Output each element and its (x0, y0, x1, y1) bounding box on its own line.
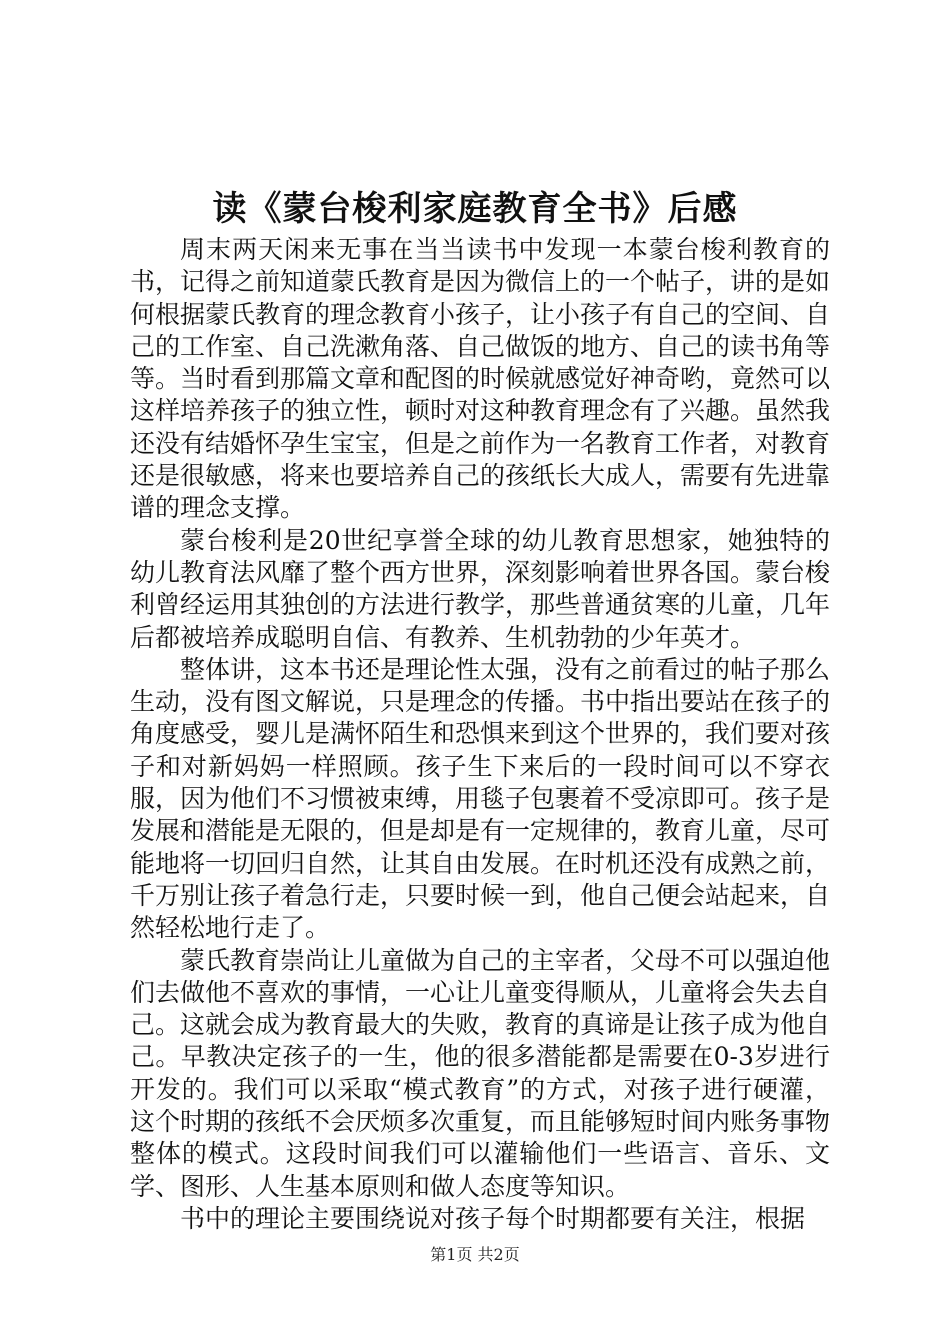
document-title: 读《蒙台梭利家庭教育全书》后感 (212, 189, 738, 229)
paragraph: 蒙氏教育崇尚让儿童做为自己的主宰者，父母不可以强迫他们去做他不喜欢的事情，一心让儿童变得顺从，儿童将会失去自己。这就会成为教育最大的失败，教育的真谛是让孩子成为他自己。早教决定孩子的一生，他的很多潜能都是需要在0-3岁进行开发的。我们可以采取“模式教育”的方式，对孩子进行硬灌，这个时期的孩纸不会厌烦多次重复，而且能够短时间内账务事物整体的模式。这段时间我们可以灌输他们一些语言、音乐、文学、图形、人生基本原则和做人态度等知识。 (130, 945, 831, 1201)
document-body (130, 234, 830, 1235)
paragraph: 整体讲，这本书还是理论性太强，没有之前看过的帖子那么生动，没有图文解说，只是理念的传播。书中指出要站在孩子的角度感受，婴儿是满怀陌生和恐惧来到这个世界的，我们要对孩子和对新妈妈一样照顾。孩子生下来后的一段时间可以不穿衣服，因为他们不习惯被束缚，用毯子包裹着不受凉即可。孩子是发展和潜能是无限的，但是却是有一定规律的，教育儿童，尽可能地将一切回归自然，让其自由发展。在时机还没有成熟之前，千万别让孩子着急行走，只要时候一到，他自己便会站起来，自然轻松地行走了。 (130, 654, 831, 943)
page-footer: 第1页 共2页 (430, 1245, 520, 1264)
paragraph: 书中的理论主要围绕说对孩子每个时期都要有关注，根据 (180, 1203, 806, 1233)
paragraph: 周末两天闲来无事在当当读书中发现一本蒙台梭利教育的书，记得之前知道蒙氏教育是因为微信上的一个帖子，讲的是如何根据蒙氏教育的理念教育小孩子，让小孩子有自己的空间、自己的工作室、自己洗漱角落、自己做饭的地方、自己的读书角等等。当时看到那篇文章和配图的时候就感觉好神奇哟，竟然可以这样培养孩子的独立性，顿时对这种教育理念有了兴趣。虽然我还没有结婚怀孕生宝宝，但是之前作为一名教育工作者，对教育还是很敏感，将来也要培养自己的孩纸长大成人，需要有先进靠谱的理念支撑。 (130, 235, 831, 523)
paragraph: 蒙台梭利是20世纪享誉全球的幼儿教育思想家，她独特的幼儿教育法风靡了整个西方世界，深刻影响着世界各国。蒙台梭利曾经运用其独创的方法进行教学，那些普通贫寒的儿童，几年后都被培养成聪明自信、有教养、生机勃勃的少年英才。 (130, 525, 831, 652)
